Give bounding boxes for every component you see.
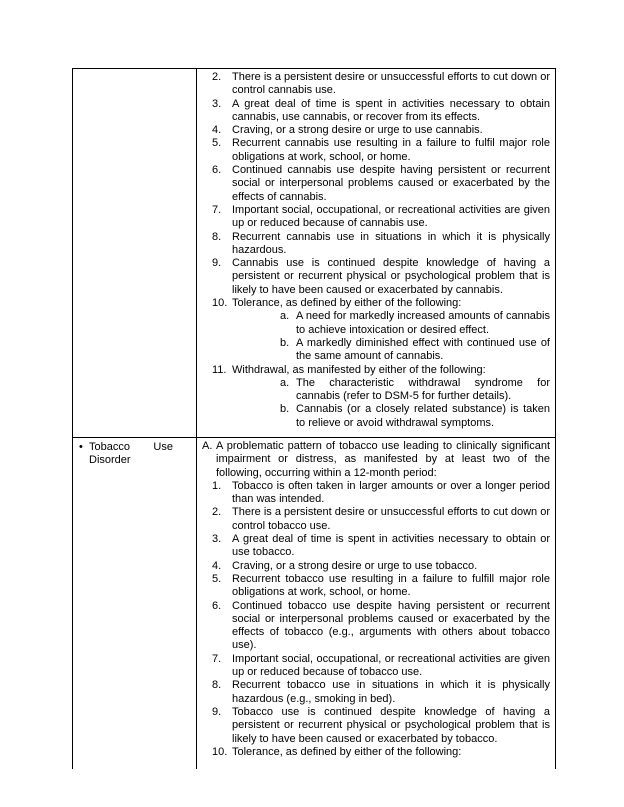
item-text: There is a persistent desire or unsuccessful efforts to cut down or control cannabis use. bbox=[232, 71, 550, 97]
item-text: Craving, or a strong desire or urge to use tobacco. bbox=[232, 559, 478, 572]
criteria-item bbox=[202, 297, 550, 363]
item-number: 2. bbox=[212, 71, 222, 83]
subitem-text: A markedly diminished effect with continued use of the same amount of cannabis. bbox=[296, 336, 550, 363]
criteria-item bbox=[202, 600, 550, 653]
criteria-item bbox=[202, 653, 550, 680]
item-number: 10. bbox=[212, 297, 228, 310]
criteria-item bbox=[202, 506, 550, 533]
item-number: 6. bbox=[212, 164, 222, 177]
item-text: Recurrent tobacco use in situations in which it is physically hazardous (e.g., smoking in bed). bbox=[232, 679, 550, 705]
subitem-text: The characteristic withdrawal syndrome for cannabis (refer to DSM-5 for further details). bbox=[296, 376, 550, 403]
item-text: Tolerance, as defined by either of the following: bbox=[232, 745, 462, 758]
item-number: 3. bbox=[212, 97, 222, 110]
item-text: Withdrawal, as manifested by either of the following: bbox=[232, 363, 486, 376]
bullet-icon: • bbox=[79, 441, 83, 453]
criteria-item bbox=[202, 706, 550, 746]
item-number: 11. bbox=[212, 363, 227, 376]
sub-item-list bbox=[280, 377, 550, 430]
criteria-intro bbox=[202, 440, 550, 480]
criteria-item bbox=[202, 257, 550, 297]
criteria-subitem bbox=[280, 377, 550, 404]
item-number: 4. bbox=[212, 559, 222, 572]
item-number: 2. bbox=[212, 506, 222, 519]
item-number: 7. bbox=[212, 652, 222, 665]
item-text: Important social, occupational, or recreational activities are given up or reduced because of tobacco use. bbox=[232, 652, 550, 679]
item-text: Continued cannabis use despite having persistent or recurrent social or interpersonal problems caused or exacerbated by the effects of cannabis. bbox=[232, 164, 550, 203]
criteria-item bbox=[202, 71, 550, 98]
disorder-cell-empty bbox=[73, 69, 197, 437]
item-number: 6. bbox=[212, 599, 222, 612]
item-text: Important social, occupational, or recreational activities are given up or reduced because of cannabis use. bbox=[232, 203, 550, 230]
criteria-item bbox=[202, 137, 550, 164]
intro-letter: A. bbox=[202, 440, 213, 452]
criteria-item bbox=[202, 364, 550, 430]
criteria-subitem bbox=[280, 310, 550, 337]
disorder-label: Tobacco Use Disorder bbox=[89, 441, 173, 467]
item-number: 10. bbox=[212, 745, 228, 758]
criteria-item bbox=[202, 679, 550, 706]
criteria-cell-tobacco bbox=[197, 438, 555, 769]
subitem-letter: a. bbox=[280, 310, 290, 323]
criteria-list bbox=[202, 71, 550, 430]
item-text: A great deal of time is spent in activities necessary to obtain cannabis, use cannabis, or recover from its effects. bbox=[232, 97, 550, 123]
item-text: Craving, or a strong desire or urge to use cannabis. bbox=[232, 124, 483, 137]
item-number: 8. bbox=[212, 679, 222, 692]
item-number: 9. bbox=[212, 257, 222, 270]
table-row-cannabis-continued bbox=[73, 69, 555, 437]
criteria-item bbox=[202, 98, 550, 125]
criteria-cell-cannabis bbox=[197, 69, 555, 437]
table-row-tobacco bbox=[73, 437, 555, 769]
item-number: 5. bbox=[212, 572, 222, 585]
item-number: 5. bbox=[212, 137, 222, 150]
subitem-letter: b. bbox=[280, 336, 290, 349]
subitem-letter: a. bbox=[280, 376, 290, 389]
item-text: A great deal of time is spent in activities necessary to obtain or use tobacco. bbox=[232, 533, 550, 559]
criteria-subitem bbox=[280, 403, 550, 430]
criteria-item bbox=[202, 573, 550, 600]
disorder-label-row bbox=[79, 441, 192, 468]
item-text: Continued tobacco use despite having persistent or recurrent social or interpersonal problems caused or exacerbated by the effects of tobacco (e.g., arguments with others about tobacco use). bbox=[232, 599, 550, 652]
criteria-item bbox=[202, 204, 550, 231]
item-text: Recurrent cannabis use in situations in which it is physically hazardous. bbox=[232, 230, 550, 256]
criteria-list bbox=[202, 480, 550, 759]
item-number: 9. bbox=[212, 705, 222, 718]
item-text: Tobacco is often taken in larger amounts or over a longer period than was intended. bbox=[232, 479, 550, 506]
item-number: 1. bbox=[212, 479, 222, 492]
sub-item-list bbox=[280, 310, 550, 363]
intro-text: A problematic pattern of tobacco use leading to clinically significant impairment or distress, as manifested by at least two of the following, occurring within a 12-month period: bbox=[216, 440, 550, 479]
subitem-text: A need for markedly increased amounts of cannabis to achieve intoxication or desired effect. bbox=[296, 310, 550, 336]
criteria-item bbox=[202, 124, 550, 137]
subitem-text: Cannabis (or a closely related substance) is taken to relieve or avoid withdrawal symptoms. bbox=[296, 403, 550, 429]
item-text: Tolerance, as defined by either of the following: bbox=[232, 297, 462, 310]
item-number: 8. bbox=[212, 230, 222, 243]
item-text: Recurrent tobacco use resulting in a failure to fulfill major role obligations at work, school, or home. bbox=[232, 572, 550, 599]
item-number: 3. bbox=[212, 533, 222, 546]
criteria-item bbox=[202, 746, 550, 759]
item-text: Recurrent cannabis use resulting in a failure to fulfil major role obligations at work, school, or home. bbox=[232, 137, 550, 163]
criteria-item bbox=[202, 231, 550, 258]
criteria-item bbox=[202, 533, 550, 560]
criteria-table bbox=[72, 68, 556, 769]
disorder-cell-tobacco bbox=[73, 438, 197, 769]
criteria-subitem bbox=[280, 337, 550, 364]
criteria-item bbox=[202, 560, 550, 573]
subitem-letter: b. bbox=[280, 403, 290, 416]
item-number: 7. bbox=[212, 203, 222, 216]
item-text: Cannabis use is continued despite knowledge of having a persistent or recurrent physical or psychological problem that is likely to have been caused or exacerbated by cannabis. bbox=[232, 257, 550, 296]
criteria-item bbox=[202, 480, 550, 507]
item-text: Tobacco use is continued despite knowledge of having a persistent or recurrent physical or psychological problem that is likely to have been caused or exacerbated by tobacco. bbox=[232, 705, 550, 745]
criteria-item bbox=[202, 164, 550, 204]
item-text: There is a persistent desire or unsuccessful efforts to cut down or control tobacco use. bbox=[232, 506, 550, 532]
item-number: 4. bbox=[212, 124, 222, 137]
